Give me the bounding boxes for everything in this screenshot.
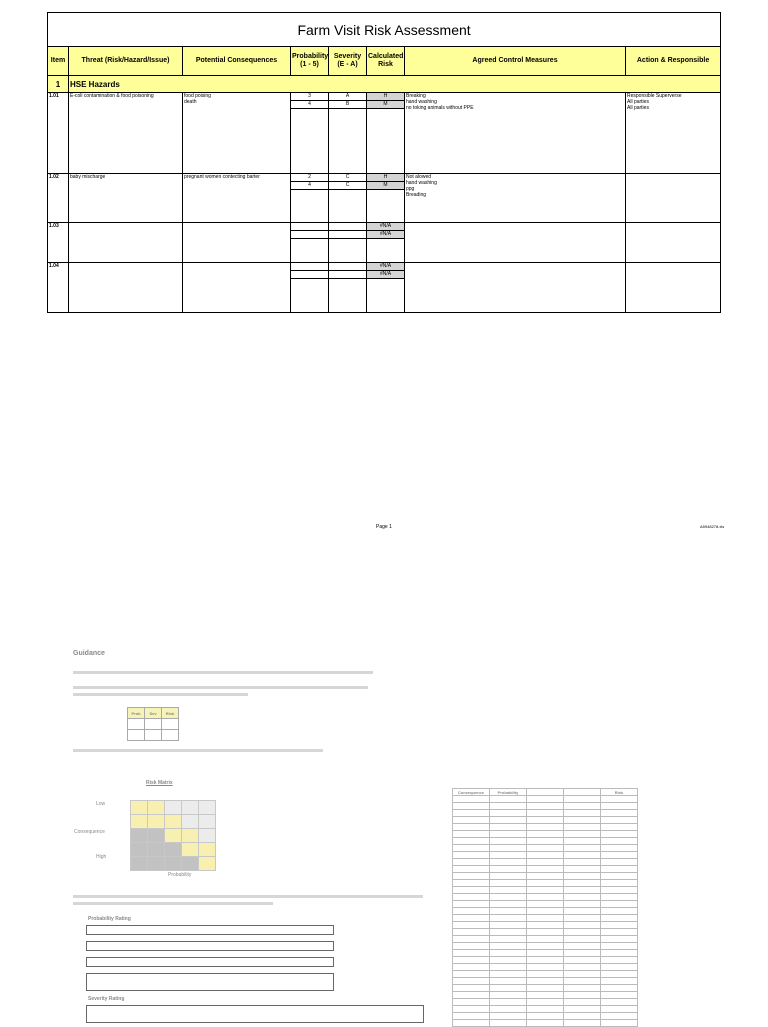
table-header-probability: Probability bbox=[490, 789, 527, 796]
control-line: Breading bbox=[406, 192, 427, 198]
page-number: Page 1 bbox=[376, 524, 392, 530]
table-row bbox=[48, 174, 721, 223]
row-calculated-risk bbox=[367, 223, 405, 263]
row-action-responsible bbox=[626, 93, 721, 174]
risk-value: M bbox=[367, 182, 404, 190]
table-row bbox=[453, 1020, 638, 1027]
table-row bbox=[453, 908, 638, 915]
row-item-number: 1.03 bbox=[48, 223, 69, 263]
control-line: Not alowed bbox=[406, 174, 432, 180]
severity-value: C bbox=[329, 182, 366, 190]
control-line: hand washing bbox=[406, 99, 437, 105]
severity-rating-row bbox=[86, 1005, 424, 1023]
probability-value bbox=[291, 231, 328, 239]
probability-value: 4 bbox=[291, 101, 328, 109]
probability-value: 2 bbox=[291, 174, 328, 182]
table-row bbox=[453, 901, 638, 908]
risk-value: #N/A bbox=[367, 271, 404, 279]
probability-rating-title: Probability Rating bbox=[88, 916, 131, 922]
table-row bbox=[453, 845, 638, 852]
table-row bbox=[453, 866, 638, 873]
table-row bbox=[48, 223, 721, 263]
action-line: All parties bbox=[627, 99, 649, 105]
action-line: All parties bbox=[627, 105, 649, 111]
header-calculated-risk: Calculated Risk bbox=[367, 47, 405, 76]
file-name: A5948278.xls bbox=[700, 524, 725, 529]
severity-value bbox=[329, 231, 366, 239]
probability-value: 3 bbox=[291, 93, 328, 101]
table-row bbox=[453, 943, 638, 950]
table-row bbox=[453, 894, 638, 901]
matrix-low-label: Low bbox=[96, 801, 106, 807]
row-severity bbox=[329, 223, 367, 263]
row-calculated-risk bbox=[367, 263, 405, 313]
table-row bbox=[453, 873, 638, 880]
guidance-heading: Guidance bbox=[73, 650, 105, 657]
row-severity bbox=[329, 174, 367, 223]
table-row bbox=[453, 992, 638, 999]
risk-matrix bbox=[130, 800, 216, 871]
guidance-text-line bbox=[73, 671, 373, 674]
table-row bbox=[453, 1013, 638, 1020]
header-consequences: Potential Consequences bbox=[183, 47, 291, 76]
control-line: no toking animals without PPE bbox=[406, 105, 474, 111]
row-item-number: 1.01 bbox=[48, 93, 69, 174]
table-row bbox=[453, 936, 638, 943]
row-control-measures bbox=[405, 174, 626, 223]
probability-rating-row bbox=[86, 973, 334, 991]
severity-value: C bbox=[329, 174, 366, 182]
row-control-measures bbox=[405, 93, 626, 174]
mini-header-sev: Sev bbox=[145, 708, 162, 719]
table-row bbox=[453, 852, 638, 859]
table-row bbox=[453, 922, 638, 929]
table-row bbox=[453, 964, 638, 971]
section-number: 1 bbox=[48, 76, 69, 93]
mini-header-risk: Risk bbox=[162, 708, 179, 719]
probability-value bbox=[291, 271, 328, 279]
row-calculated-risk bbox=[367, 174, 405, 223]
risk-value: M bbox=[367, 101, 404, 109]
severity-value bbox=[329, 263, 366, 271]
risk-value: H bbox=[367, 93, 404, 101]
table-row bbox=[453, 915, 638, 922]
table-row bbox=[453, 817, 638, 824]
probability-rating-row bbox=[86, 925, 334, 935]
row-action-responsible bbox=[626, 174, 721, 223]
table-row bbox=[453, 810, 638, 817]
guidance-text-line bbox=[73, 693, 248, 696]
risk-value: #N/A bbox=[367, 263, 404, 271]
probability-value bbox=[291, 223, 328, 231]
row-consequences bbox=[183, 93, 291, 174]
risk-value: #N/A bbox=[367, 223, 404, 231]
table-row bbox=[453, 796, 638, 803]
table-row bbox=[48, 263, 721, 313]
guidance-section bbox=[0, 640, 768, 1024]
control-line: ppg bbox=[406, 186, 415, 192]
row-probability bbox=[291, 93, 329, 174]
risk-matrix-title: Risk Matrix bbox=[146, 780, 173, 786]
guidance-text-line bbox=[73, 749, 323, 752]
matrix-probability-label: Probability bbox=[168, 872, 192, 878]
risk-assessment-table bbox=[47, 12, 721, 313]
table-row bbox=[453, 831, 638, 838]
risk-value: #N/A bbox=[367, 231, 404, 239]
page-title: Farm Visit Risk Assessment bbox=[48, 13, 721, 47]
row-threat bbox=[69, 223, 183, 263]
table-row bbox=[453, 1006, 638, 1013]
probability-value bbox=[291, 263, 328, 271]
row-control-measures bbox=[405, 263, 626, 313]
table-row bbox=[453, 985, 638, 992]
table-row bbox=[453, 887, 638, 894]
consequence-line: pregnant women contecting barter bbox=[184, 174, 260, 180]
severity-value bbox=[329, 271, 366, 279]
row-item-number: 1.02 bbox=[48, 174, 69, 223]
row-probability bbox=[291, 174, 329, 223]
row-threat bbox=[69, 263, 183, 313]
table-row bbox=[453, 803, 638, 810]
row-threat: baby mischarge bbox=[69, 174, 183, 223]
consequence-line: food poising bbox=[184, 93, 211, 99]
row-threat: E-coli contamination & food poisoning bbox=[69, 93, 183, 174]
consequence-probability-table bbox=[452, 788, 638, 1027]
row-action-responsible bbox=[626, 263, 721, 313]
table-row bbox=[453, 999, 638, 1006]
table-row bbox=[48, 93, 721, 174]
row-probability bbox=[291, 223, 329, 263]
row-action-responsible bbox=[626, 223, 721, 263]
severity-value: B bbox=[329, 101, 366, 109]
guidance-text-line bbox=[73, 895, 423, 898]
row-severity bbox=[329, 93, 367, 174]
severity-value bbox=[329, 223, 366, 231]
table-row bbox=[453, 838, 638, 845]
row-consequences bbox=[183, 223, 291, 263]
severity-rating-title: Severity Rating bbox=[88, 996, 125, 1002]
header-severity: Severity (E - A) bbox=[329, 47, 367, 76]
prob-sev-risk-mini-table bbox=[127, 707, 179, 741]
row-consequences bbox=[183, 174, 291, 223]
section-label: HSE Hazards bbox=[69, 76, 721, 93]
row-calculated-risk bbox=[367, 93, 405, 174]
table-row bbox=[453, 859, 638, 866]
row-item-number: 1.04 bbox=[48, 263, 69, 313]
header-item: Item bbox=[48, 47, 69, 76]
probability-rating-row bbox=[86, 957, 334, 967]
table-row bbox=[453, 957, 638, 964]
table-header-consequence: Consequence bbox=[453, 789, 490, 796]
matrix-consequence-label: Consequence bbox=[74, 829, 105, 835]
consequence-line: death bbox=[184, 99, 197, 105]
control-line: hand washing bbox=[406, 180, 437, 186]
table-row bbox=[453, 880, 638, 887]
action-line: Responsible Superverse bbox=[627, 93, 682, 99]
row-probability bbox=[291, 263, 329, 313]
header-probability: Probability (1 - 5) bbox=[291, 47, 329, 76]
control-line: Breaking bbox=[406, 93, 426, 99]
severity-value: A bbox=[329, 93, 366, 101]
table-row bbox=[453, 978, 638, 985]
table-row bbox=[453, 971, 638, 978]
guidance-text-line bbox=[73, 686, 368, 689]
header-control-measures: Agreed Control Measures bbox=[405, 47, 626, 76]
header-threat: Threat (Risk/Hazard/Issue) bbox=[69, 47, 183, 76]
row-consequences bbox=[183, 263, 291, 313]
matrix-high-label: High bbox=[96, 854, 107, 860]
probability-value: 4 bbox=[291, 182, 328, 190]
header-action-responsible: Action & Responsible bbox=[626, 47, 721, 76]
table-header-risk: Risk bbox=[601, 789, 638, 796]
mini-header-prob: Prob bbox=[128, 708, 145, 719]
table-row bbox=[453, 950, 638, 957]
guidance-text-line bbox=[73, 902, 273, 905]
table-row bbox=[453, 824, 638, 831]
risk-value: H bbox=[367, 174, 404, 182]
probability-rating-row bbox=[86, 941, 334, 951]
table-row bbox=[453, 929, 638, 936]
row-severity bbox=[329, 263, 367, 313]
row-control-measures bbox=[405, 223, 626, 263]
